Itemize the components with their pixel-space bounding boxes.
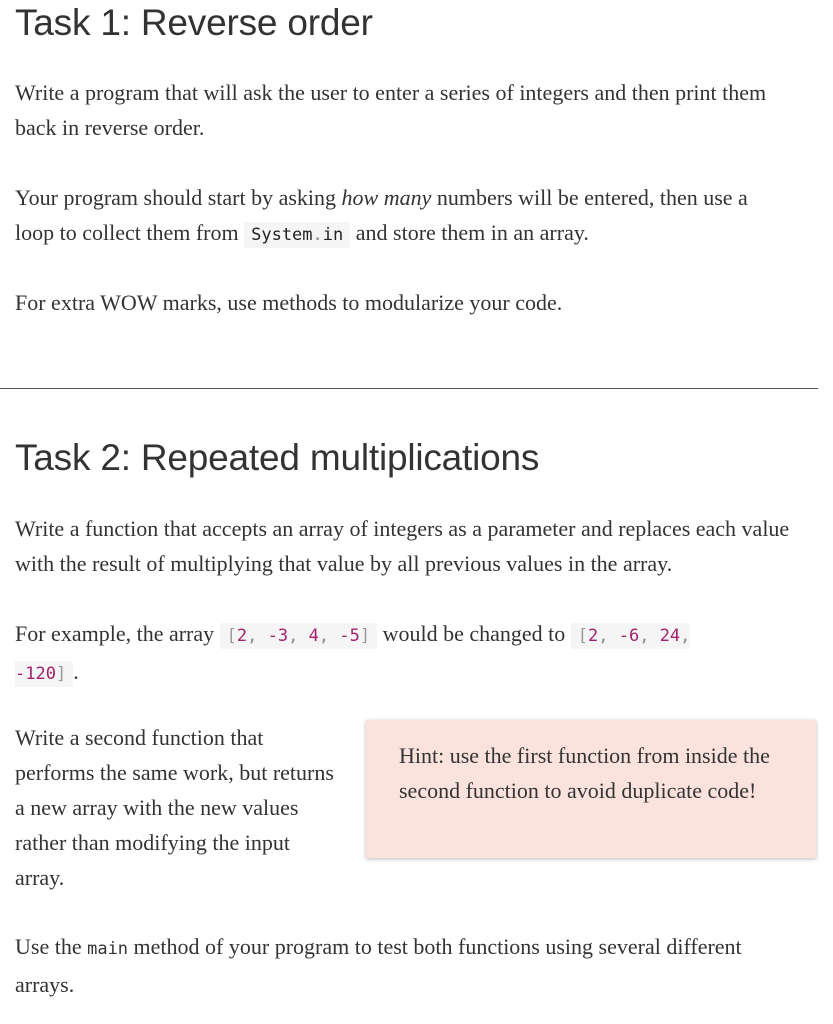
task2-heading: Task 2: Repeated multiplications: [15, 437, 540, 478]
system-in-code: System.in: [244, 222, 350, 248]
task2-second-function-paragraph: Write a second function that performs the same work, but returns a new array with the new values rather than modifying the input array.: [15, 725, 334, 890]
example-text-a: For example, the array: [15, 621, 220, 646]
section-divider: [0, 388, 818, 389]
task1-p2-emphasis: how many: [341, 185, 432, 210]
array-after-code: [2, -6, 24, -120]: [15, 623, 690, 687]
task2-final-paragraph: [15, 929, 755, 1002]
task2-paragraph-1: Write a function that accepts an array of integers as a parameter and replaces each value with the result of multiplying that value by all previous values in the array.: [15, 516, 790, 576]
example-text-b: would be changed to: [377, 621, 571, 646]
task1-paragraph-1: Write a program that will ask the user to enter a series of integers and then print them back in reverse order.: [15, 80, 767, 140]
hint-text: Hint: use the first function from inside the second function to avoid duplicate code!: [399, 743, 770, 803]
task1-paragraph-2: [15, 180, 790, 253]
example-text-c: .: [73, 659, 79, 684]
final-text-a: Use the: [15, 934, 88, 959]
task2-example-paragraph: [15, 616, 755, 692]
task1-paragraph-3: For extra WOW marks, use methods to modularize your code.: [15, 290, 563, 315]
task1-p2-text-c: and store them in an array.: [350, 220, 589, 245]
task1-p2-text-b: numbers will be entered, then use a loop to collect them from: [15, 185, 748, 245]
task1-p2-text-a: Your program should start by asking: [15, 185, 342, 210]
main-code: main: [87, 939, 129, 959]
array-before-code: [2, -3, 4, -5]: [220, 623, 377, 649]
final-text-b: method of your program to test both functions using several different arrays.: [15, 934, 742, 997]
hint-box: [366, 720, 816, 858]
task1-heading: Task 1: Reverse order: [15, 2, 373, 43]
